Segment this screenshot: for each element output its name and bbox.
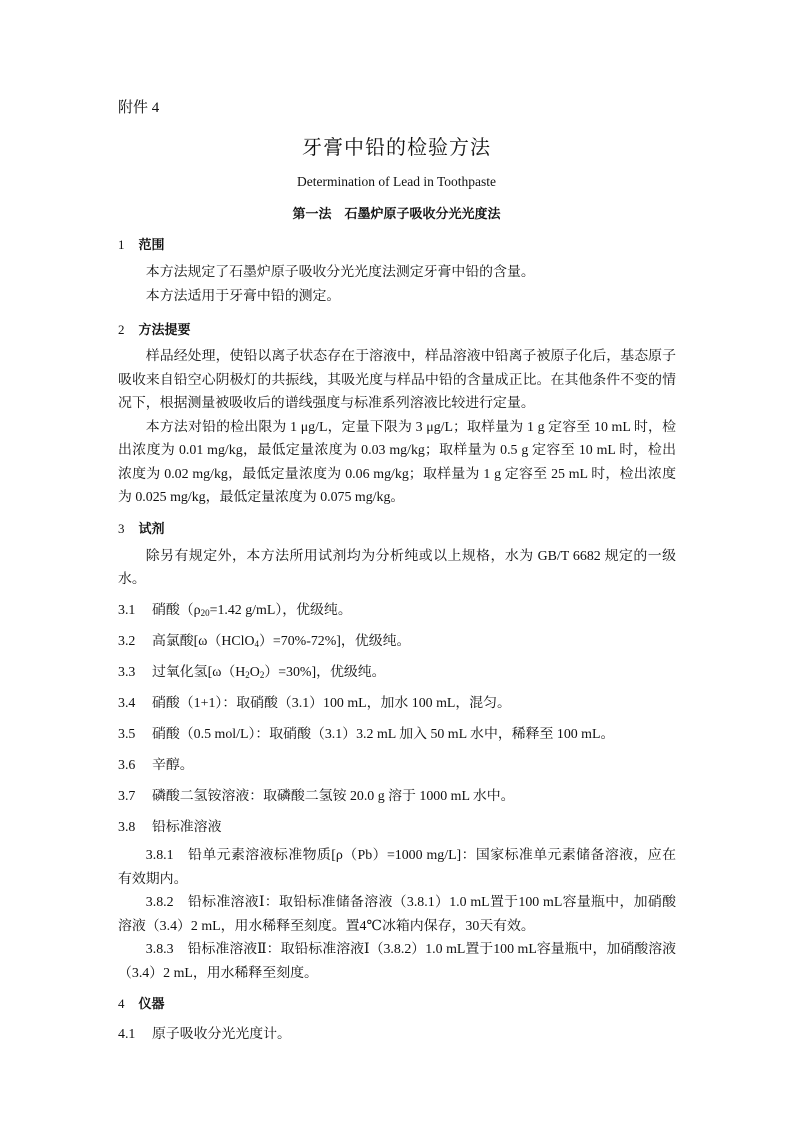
instrument-item: 4.1 原子吸收分光光度计。 <box>118 1027 291 1042</box>
section-2-heading: 2 方法提要 <box>118 322 191 338</box>
paragraph: 本方法规定了石墨炉原子吸收分光光度法测定牙膏中铅的含量。 <box>145 265 535 280</box>
section-1-heading: 1 范围 <box>118 237 165 253</box>
paragraph: 本方法对铅的检出限为 1 μg/L，定量下限为 3 μg/L；取样量为 1 g 定容至 10 mL 时，检出浓度为 0.01 mg/kg，最低定量浓度为 0.03 mg/kg；取样量为 0.5 g 定容至 10 mL 时，检出浓度为 0.02 mg/kg，最低定量浓度为 0.06 mg/kg；取样量为 1 g 定容至 25 mL 时，检出浓度为 0.025 mg/kg，最低定量浓度为 0.075 mg/kg。 <box>118 419 676 505</box>
reagent-item: 3.3 过氧化氢$[\omega(H_2O_2)=30\%]$，优级纯。 <box>118 665 386 680</box>
section-4-heading: 4 仪器 <box>118 996 165 1012</box>
document-body <box>118 0 676 1087</box>
reagent-subitem: 3.8.1 铅单元素溶液标准物质[ρ（Pb）=1000 mg/L]：国家标准单元素储备溶液，应在有效期内。 <box>118 848 676 887</box>
document-title: 牙膏中铅的检验方法 <box>302 135 491 159</box>
reagent-subitem: 3.8.2 铅标准溶液Ⅰ：取铅标准储备溶液（3.8.1）1.0 mL置于100 mL容量瓶中，加硝酸溶液（3.4）2 mL，用水稀释至刻度。置4℃冰箱内保存，30天有效。 <box>118 895 676 934</box>
method-heading: 第一法 石墨炉原子吸收分光光度法 <box>292 207 501 222</box>
reagent-item: 3.1 硝酸（$\rho_{20}=1.42$ g/mL），优级纯。 <box>118 603 352 618</box>
paragraph: 样品经处理，使铅以离子状态存在于溶液中，样品溶液中铅离子被原子化后，基态原子吸收来自铅空心阴极灯的共振线，其吸光度与样品中铅的含量成正比。在其他条件不变的情况下，根据测量被吸收后的谱线强度与标准系列溶液比较进行定量。 <box>118 349 676 411</box>
section-3-heading: 3 试剂 <box>118 520 165 537</box>
paragraph: 除另有规定外，本方法所用试剂均为分析纯或以上规格，水为 GB/T 6682 规定的一级水。 <box>118 548 676 587</box>
paragraph: 本方法适用于牙膏中铅的测定。 <box>145 288 341 304</box>
english-title: Determination of Lead in Toothpaste <box>297 174 496 189</box>
reagent-item: 3.8 铅标准溶液 <box>118 820 222 835</box>
annex-label: 附件 4 <box>118 100 160 116</box>
reagent-item: 3.4 硝酸（1+1）：取硝酸（3.1）100 mL，加水 100 mL，混匀。 <box>118 696 511 711</box>
reagent-item: 3.5 硝酸（0.5 mol/L）：取硝酸（3.1）3.2 mL 加入 50 mL 水中，稀释至 100 mL。 <box>118 727 615 742</box>
reagent-item: 3.2 高氯酸[ω（HClO$_4$）=70%-72%]，优级纯。 <box>118 634 411 649</box>
reagent-subitem: 3.8.3 铅标准溶液Ⅱ：取铅标准溶液Ⅰ（3.8.2）1.0 mL置于100 mL容量瓶中，加硝酸溶液（3.4）2 mL，用水稀释至刻度。 <box>118 942 676 981</box>
reagent-item: 3.7 磷酸二氢铵溶液：取磷酸二氢铵 20.0 g 溶于 1000 mL 水中。 <box>118 789 515 804</box>
reagent-item: 3.6 辛醇。 <box>118 758 194 773</box>
